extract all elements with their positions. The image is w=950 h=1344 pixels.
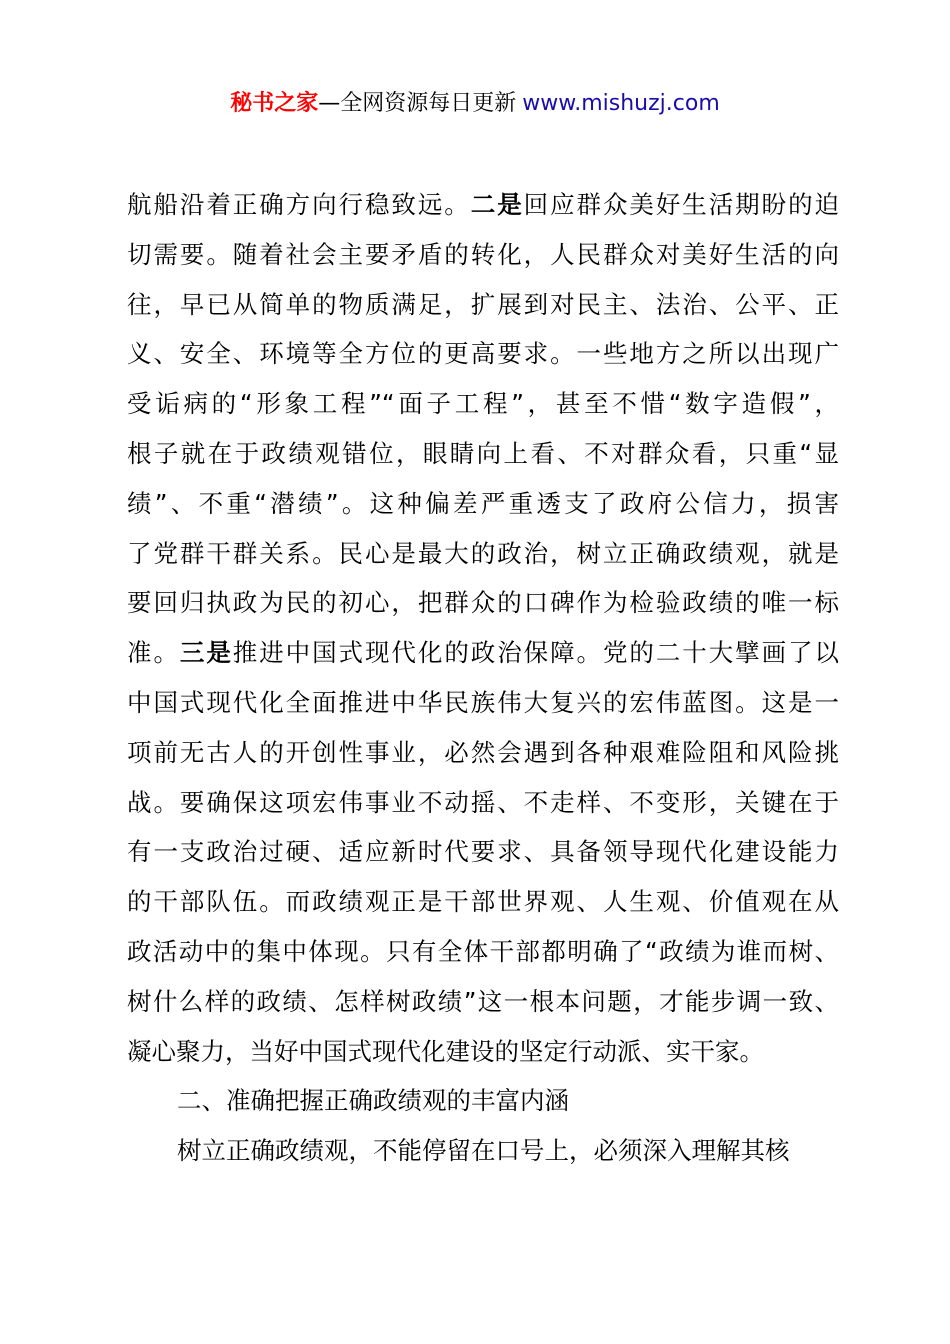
bold-lead: 二是 xyxy=(470,190,524,219)
paragraph-line: 了党群干群关系。民心是最大的政治，树立正确政绩观，就是 xyxy=(127,538,839,568)
paragraph-line: 受诟病的“形象工程”“面子工程”，甚至不惜“数字造假”， xyxy=(127,389,839,419)
paragraph-line: 的干部队伍。而政绩观正是干部世界观、人生观、价值观在从 xyxy=(127,887,839,917)
bold-lead: 三是 xyxy=(179,638,233,668)
page-header xyxy=(0,88,950,120)
paragraph-line: 战。要确保这项宏伟事业不动摇、不走样、不变形，关键在于 xyxy=(127,787,839,817)
text-span: 推进中国式现代化的政治保障。党的二十大擘画了以 xyxy=(232,638,840,668)
paragraph-line: 切需要。随着社会主要矛盾的转化，人民群众对美好生活的向 xyxy=(127,239,839,269)
header-tagline: —全网资源每日更新 xyxy=(318,91,517,116)
paragraph-line: 根子就在于政绩观错位，眼睛向上看、不对群众看，只重“显 xyxy=(127,438,839,468)
text-span: 准。 xyxy=(127,638,180,668)
paragraph-line: 绩”、不重“潜绩”。这种偏差严重透支了政府公信力，损害 xyxy=(127,488,839,518)
paragraph-line xyxy=(127,628,839,678)
site-url-link[interactable]: www.mishuzj.com xyxy=(522,91,720,116)
paragraph-line: 有一支政治过硬、适应新时代要求、具备领导现代化建设能力 xyxy=(127,837,839,867)
paragraph-line: 要回归执政为民的初心，把群众的口碑作为检验政绩的唯一标 xyxy=(127,588,839,618)
text-span: 回应群众美好生活期盼的迫 xyxy=(523,190,840,219)
paragraph-line: 义、安全、环境等全方位的更高要求。一些地方之所以出现广 xyxy=(127,339,839,369)
paragraph-line xyxy=(127,180,839,230)
section-heading: 二、准确把握正确政绩观的丰富内涵 xyxy=(177,1086,569,1116)
paragraph-line: 中国式现代化全面推进中华民族伟大复兴的宏伟蓝图。这是一 xyxy=(127,687,839,717)
text-span: 航船沿着正确方向行稳致远。 xyxy=(127,190,471,219)
paragraph-line: 往，早已从简单的物质满足，扩展到对民主、法治、公平、正 xyxy=(127,289,839,319)
paragraph-line: 树立正确政绩观，不能停留在口号上，必须深入理解其核 xyxy=(177,1136,790,1166)
document-body xyxy=(127,180,839,1176)
paragraph-line: 项前无古人的开创性事业，必然会遇到各种艰难险阻和风险挑 xyxy=(127,737,839,767)
brand-name: 秘书之家 xyxy=(230,91,319,116)
paragraph-line: 政活动中的集中体现。只有全体干部都明确了“政绩为谁而树、 xyxy=(127,936,839,966)
paragraph-line: 凝心聚力，当好中国式现代化建设的坚定行动派、实干家。 xyxy=(127,1036,764,1066)
paragraph-line: 树什么样的政绩、怎样树政绩”这一根本问题，才能步调一致、 xyxy=(127,986,839,1016)
